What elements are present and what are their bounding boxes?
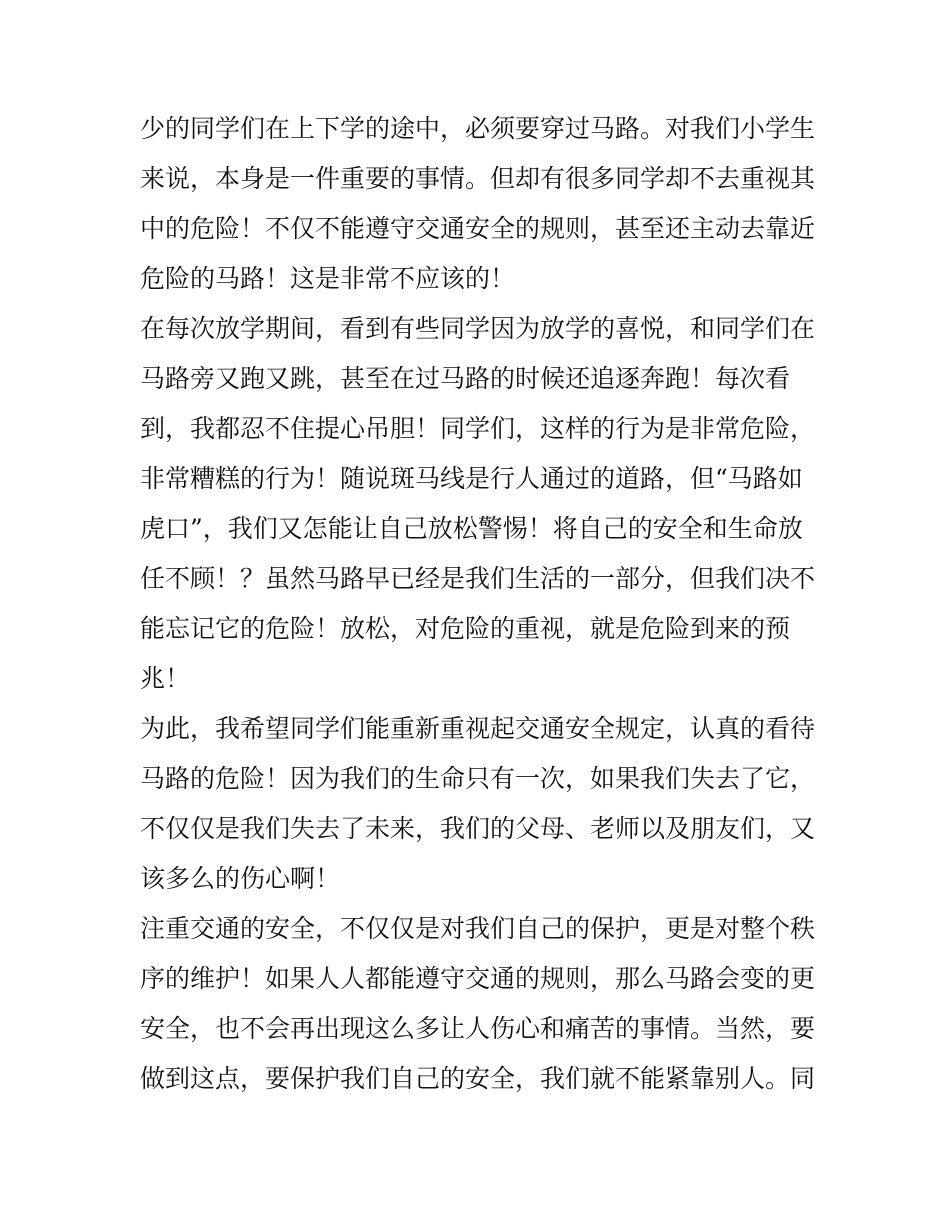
text-line: 为此，我希望同学们能重新重视起交通安全规定，认真的看待 bbox=[140, 714, 816, 743]
text-line: 在每次放学期间，看到有些同学因为放学的喜悦，和同学们在 bbox=[140, 314, 816, 343]
text-line: 兆！ bbox=[140, 664, 191, 693]
text-line: 任不顾！？虽然马路早已经是我们生活的一部分，但我们决不 bbox=[140, 564, 816, 593]
text-line: 安全，也不会再出现这么多让人伤心和痛苦的事情。当然，要 bbox=[140, 1014, 816, 1043]
text-line: 马路旁又跑又跳，甚至在过马路的时候还追逐奔跑！每次看 bbox=[140, 364, 791, 393]
text-line: 中的危险！不仅不能遵守交通安全的规则，甚至还主动去靠近 bbox=[140, 214, 816, 243]
text-line: 虎口”，我们又怎能让自己放松警惕！将自己的安全和生命放 bbox=[140, 514, 803, 543]
text-line: 不仅仅是我们失去了未来，我们的父母、老师以及朋友们，又 bbox=[140, 814, 816, 843]
document-body bbox=[140, 104, 830, 1104]
text-line: 非常糟糕的行为！随说斑马线是行人通过的道路，但“马路如 bbox=[140, 464, 803, 493]
text-line: 少的同学们在上下学的途中，必须要穿过马路。对我们小学生 bbox=[140, 114, 816, 143]
text-line: 到，我都忍不住提心吊胆！同学们，这样的行为是非常危险， bbox=[140, 414, 816, 443]
text-line: 该多么的伤心啊！ bbox=[140, 864, 341, 893]
text-line: 马路的危险！因为我们的生命只有一次，如果我们失去了它， bbox=[140, 764, 816, 793]
text-line: 危险的马路！这是非常不应该的！ bbox=[140, 264, 516, 293]
text-line: 来说，本身是一件重要的事情。但却有很多同学却不去重视其 bbox=[140, 164, 816, 193]
text-line: 做到这点，要保护我们自己的安全，我们就不能紧靠别人。同 bbox=[140, 1064, 816, 1093]
text-line: 序的维护！如果人人都能遵守交通的规则，那么马路会变的更 bbox=[140, 964, 816, 993]
text-line: 能忘记它的危险！放松，对危险的重视，就是危险到来的预 bbox=[140, 614, 791, 643]
text-line: 注重交通的安全，不仅仅是对我们自己的保护，更是对整个秩 bbox=[140, 914, 816, 943]
